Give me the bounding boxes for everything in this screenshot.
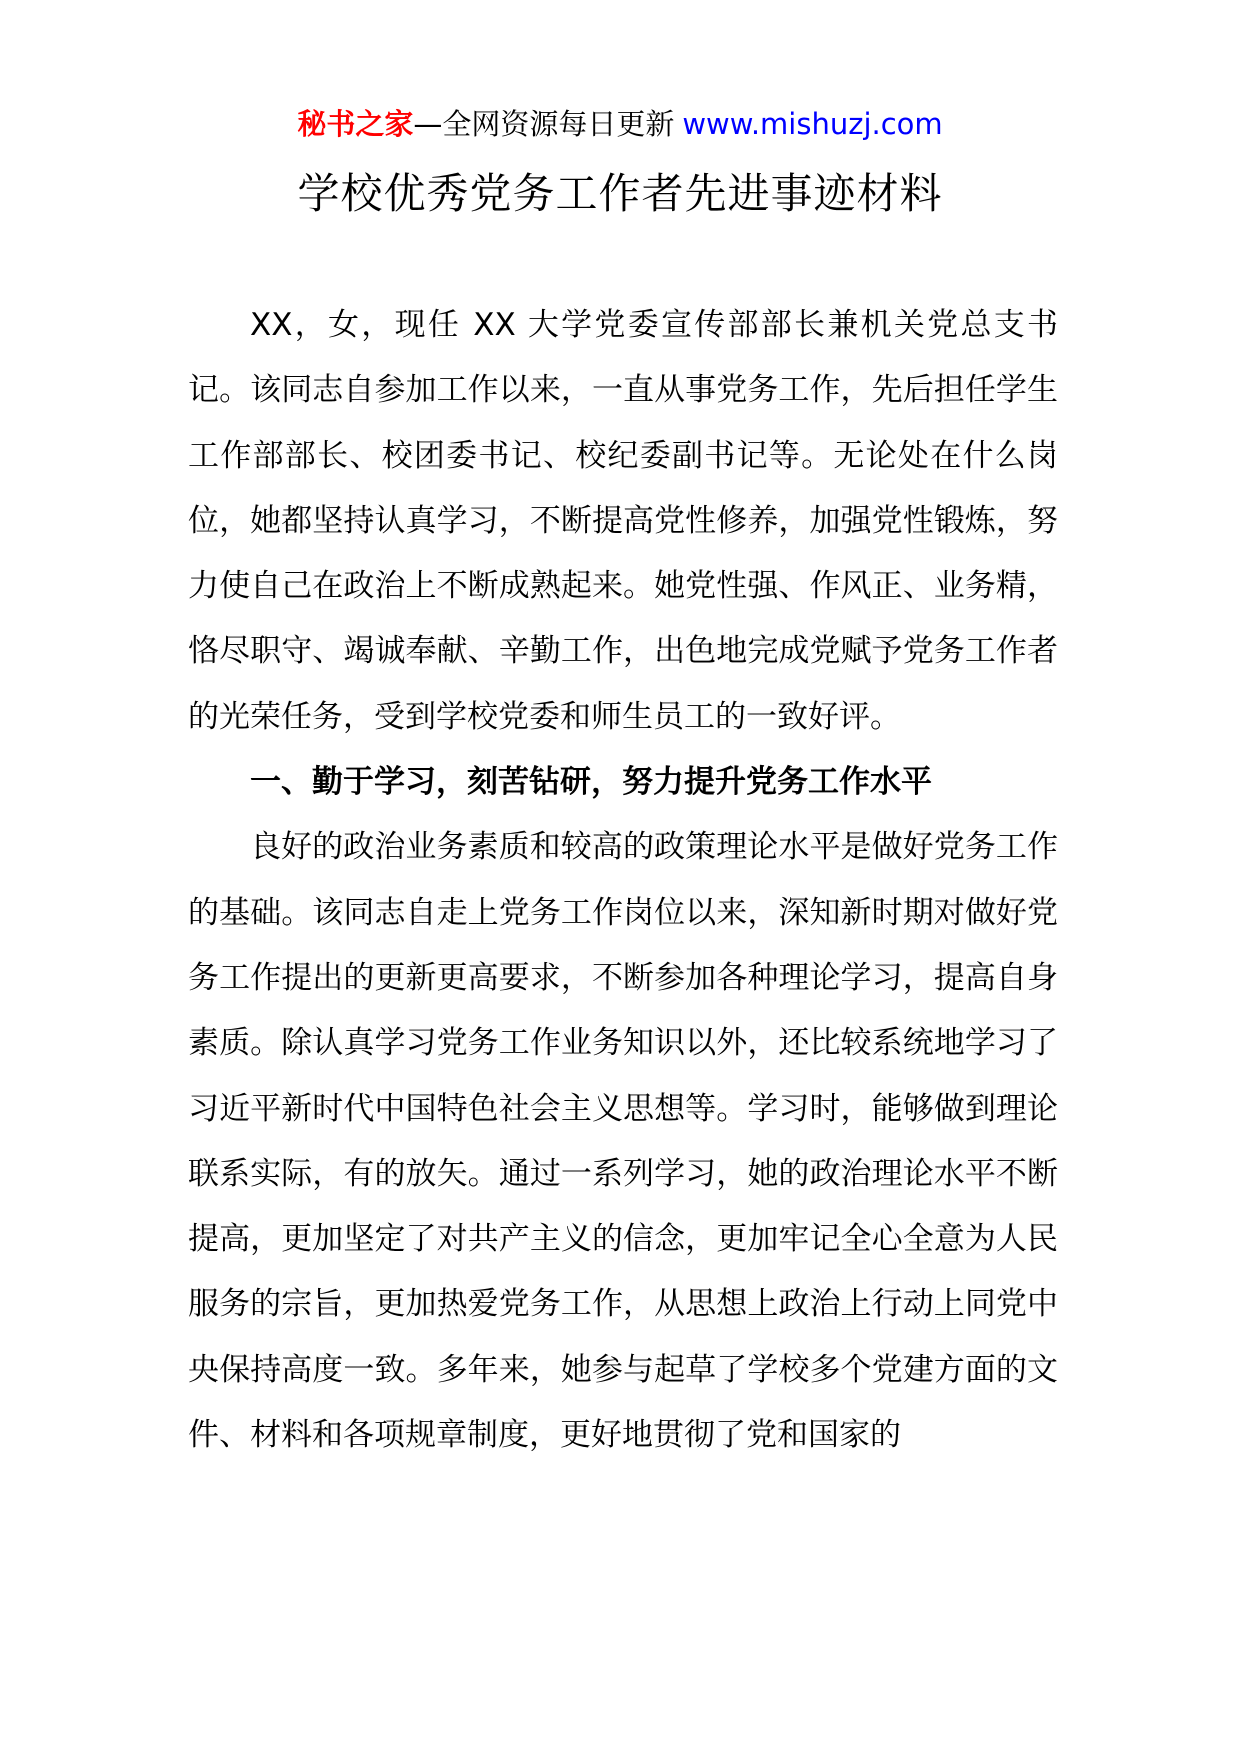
intro-paragraph: XX，女，现任 XX 大学党委宣传部部长兼机关党总支书记。该同志自参加工作以来，一直从事党务工作，先后担任学生工作部部长、校团委书记、校纪委副书记等。无论处在什么岗位，她都坚持认真学习，不断提高党性修养，加强党性锻炼，努力使自己在政治上不断成熟起来。她党性强、作风正、业务精，恪尽职守、竭诚奉献、辛勤工作，出色地完成党赋予党务工作者的光荣任务，受到学校党委和师生员工的一致好评。 (188, 307, 1058, 735)
website-link[interactable]: www.mishuzj.com (682, 107, 943, 141)
document-body (188, 293, 1058, 1468)
site-header (0, 104, 1240, 144)
document-title: 学校优秀党务工作者先进事迹材料 (297, 169, 943, 218)
section-1-paragraph: 良好的政治业务素质和较高的政策理论水平是做好党务工作的基础。该同志自走上党务工作岗位以来，深知新时期对做好党务工作提出的更新更高要求，不断参加各种理论学习，提高自身素质。除认真学习党务工作业务知识以外，还比较系统地学习了习近平新时代中国特色社会主义思想等。学习时，能够做到理论联系实际，有的放矢。通过一系列学习，她的政治理论水平不断提高，更加坚定了对共产主义的信念，更加牢记全心全意为人民服务的宗旨，更加热爱党务工作，从思想上政治上行动上同党中央保持高度一致。多年来，她参与起草了学校多个党建方面的文件、材料和各项规章制度，更好地贯彻了党和国家的 (188, 829, 1058, 1454)
header-tagline: —全网资源每日更新 (413, 107, 675, 141)
brand-name: 秘书之家 (297, 107, 414, 141)
section-heading-1: 一、勤于学习，刻苦钻研，努力提升党务工作水平 (250, 764, 932, 801)
